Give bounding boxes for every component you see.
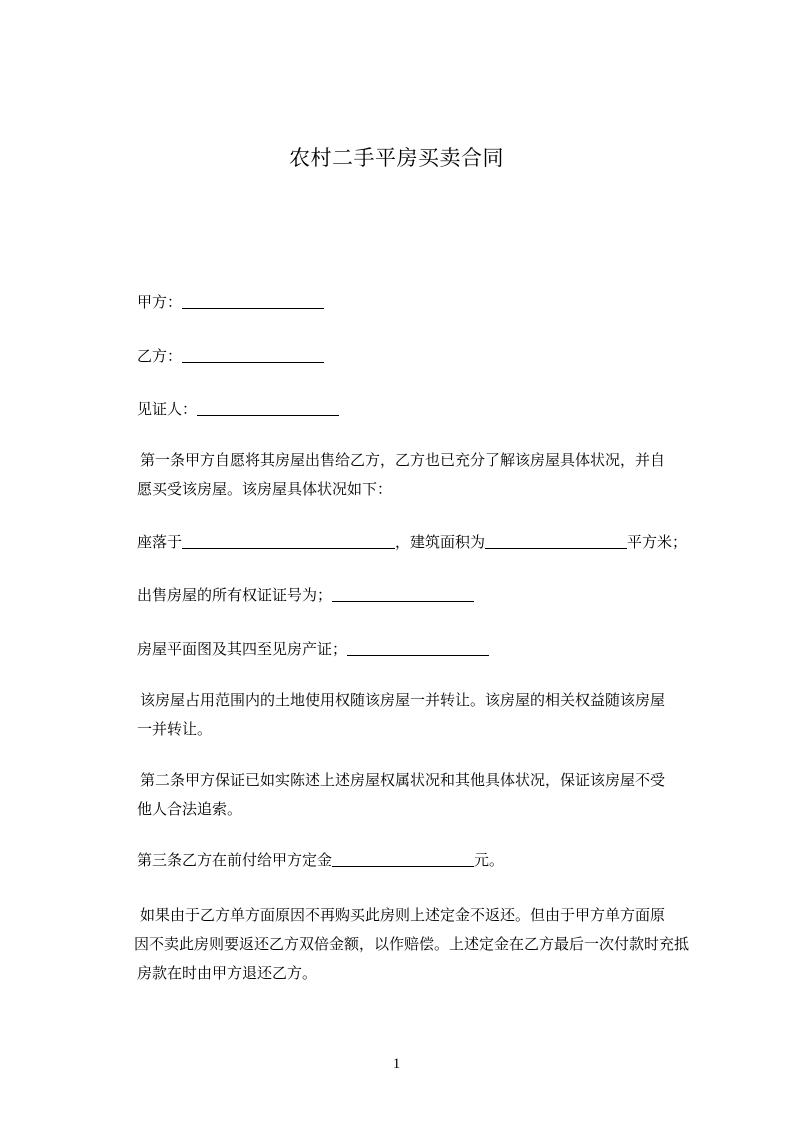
certificate-label: 出售房屋的所有权证证号为； — [137, 586, 333, 604]
land-line-1: 该房屋占用范围内的土地使用权随该房屋一并转让。该房屋的相关权益随该房屋 — [140, 691, 666, 709]
witness-line — [137, 399, 339, 419]
article-3-line — [137, 850, 504, 870]
floorplan-label: 房屋平面图及其四至见房产证； — [137, 640, 348, 658]
deposit-paragraph — [134, 901, 703, 988]
witness-label: 见证人： — [137, 400, 198, 418]
article-3-prefix: 第三条乙方在前付给甲方定金 — [137, 851, 333, 869]
area-label: ，建筑面积为 — [395, 533, 486, 551]
article-3-suffix: 元。 — [474, 851, 505, 869]
party-a-blank[interactable] — [182, 294, 324, 309]
location-prefix: 座落于 — [137, 533, 183, 551]
page-number: 1 — [392, 1056, 401, 1072]
witness-blank[interactable] — [197, 401, 339, 416]
area-blank[interactable] — [485, 534, 627, 549]
party-b-label: 乙方： — [137, 347, 183, 365]
party-b-line — [137, 346, 324, 366]
floorplan-line — [137, 639, 489, 659]
article-2-line-1: 第二条甲方保证已如实陈述上述房屋权属状况和其他具体状况，保证该房屋不受 — [140, 771, 666, 789]
article-1-paragraph — [137, 446, 703, 504]
party-a-label: 甲方： — [137, 293, 183, 311]
location-line — [137, 532, 687, 552]
land-paragraph — [137, 686, 703, 744]
location-blank[interactable] — [182, 534, 395, 549]
area-unit: 平方米； — [627, 533, 688, 551]
deposit-line-2: 因不卖此房则要返还乙方双倍金额，以作赔偿。上述定金在乙方最后一次付款时充抵 — [134, 935, 690, 953]
floorplan-blank[interactable] — [347, 641, 489, 656]
article-1-line-1: 第一条甲方自愿将其房屋出售给乙方，乙方也已充分了解该房屋具体状况，并自 — [140, 451, 666, 469]
party-b-blank[interactable] — [182, 348, 324, 363]
article-2-paragraph — [137, 766, 703, 824]
land-line-2: 一并转让。 — [137, 720, 213, 738]
article-1-line-2: 愿买受该房屋。该房屋具体状况如下： — [137, 480, 393, 498]
deposit-line-1: 如果由于乙方单方面原因不再购买此房则上述定金不返还。但由于甲方单方面原 — [140, 906, 666, 924]
certificate-blank[interactable] — [332, 587, 474, 602]
deposit-line-3: 房款在时由甲方退还乙方。 — [137, 964, 318, 982]
article-2-line-2: 他人合法追索。 — [137, 800, 243, 818]
deposit-blank[interactable] — [332, 852, 474, 867]
document-title: 农村二手平房买卖合同 — [289, 146, 504, 170]
certificate-line — [137, 585, 474, 605]
party-a-line — [137, 292, 324, 312]
